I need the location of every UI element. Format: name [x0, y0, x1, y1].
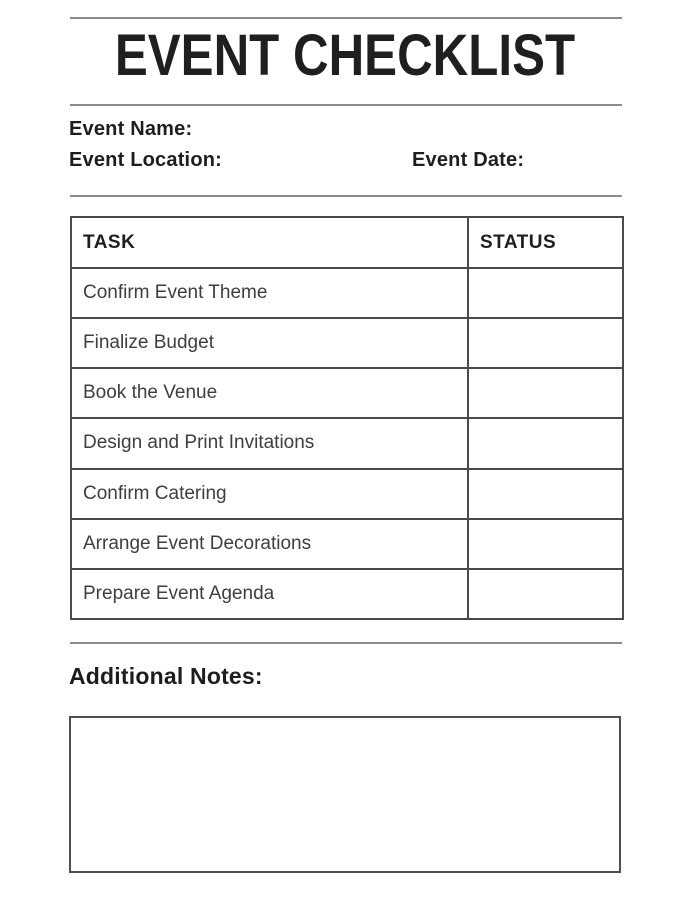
checklist-table	[70, 216, 624, 620]
event-date-label: Event Date:	[412, 149, 525, 171]
status-cell	[468, 268, 623, 318]
status-cell	[468, 469, 623, 519]
table-row	[71, 418, 623, 468]
task-cell: Confirm Catering	[71, 469, 468, 519]
status-cell	[468, 569, 623, 619]
divider-below-fields	[70, 195, 622, 197]
column-header-status: STATUS	[468, 217, 623, 268]
task-cell: Book the Venue	[71, 368, 468, 418]
task-cell: Finalize Budget	[71, 318, 468, 368]
table-row	[71, 318, 623, 368]
table-row	[71, 469, 623, 519]
additional-notes-box	[69, 716, 621, 873]
divider-below-title	[70, 104, 622, 106]
table-row	[71, 268, 623, 318]
task-cell: Arrange Event Decorations	[71, 519, 468, 569]
status-cell	[468, 519, 623, 569]
additional-notes-label: Additional Notes:	[69, 663, 263, 689]
status-cell	[468, 368, 623, 418]
event-location-label: Event Location:	[69, 149, 223, 171]
status-cell	[468, 418, 623, 468]
divider-top	[70, 17, 622, 19]
task-cell: Design and Print Invitations	[71, 418, 468, 468]
table-row	[71, 569, 623, 619]
task-cell: Confirm Event Theme	[71, 268, 468, 318]
status-cell	[468, 318, 623, 368]
divider-below-table	[70, 642, 622, 644]
page-title: EVENT CHECKLIST	[114, 23, 576, 88]
column-header-task: TASK	[71, 217, 468, 268]
table-row	[71, 519, 623, 569]
table-header-row	[71, 217, 623, 268]
table-row	[71, 368, 623, 418]
task-cell: Prepare Event Agenda	[71, 569, 468, 619]
event-name-label: Event Name:	[69, 118, 193, 140]
